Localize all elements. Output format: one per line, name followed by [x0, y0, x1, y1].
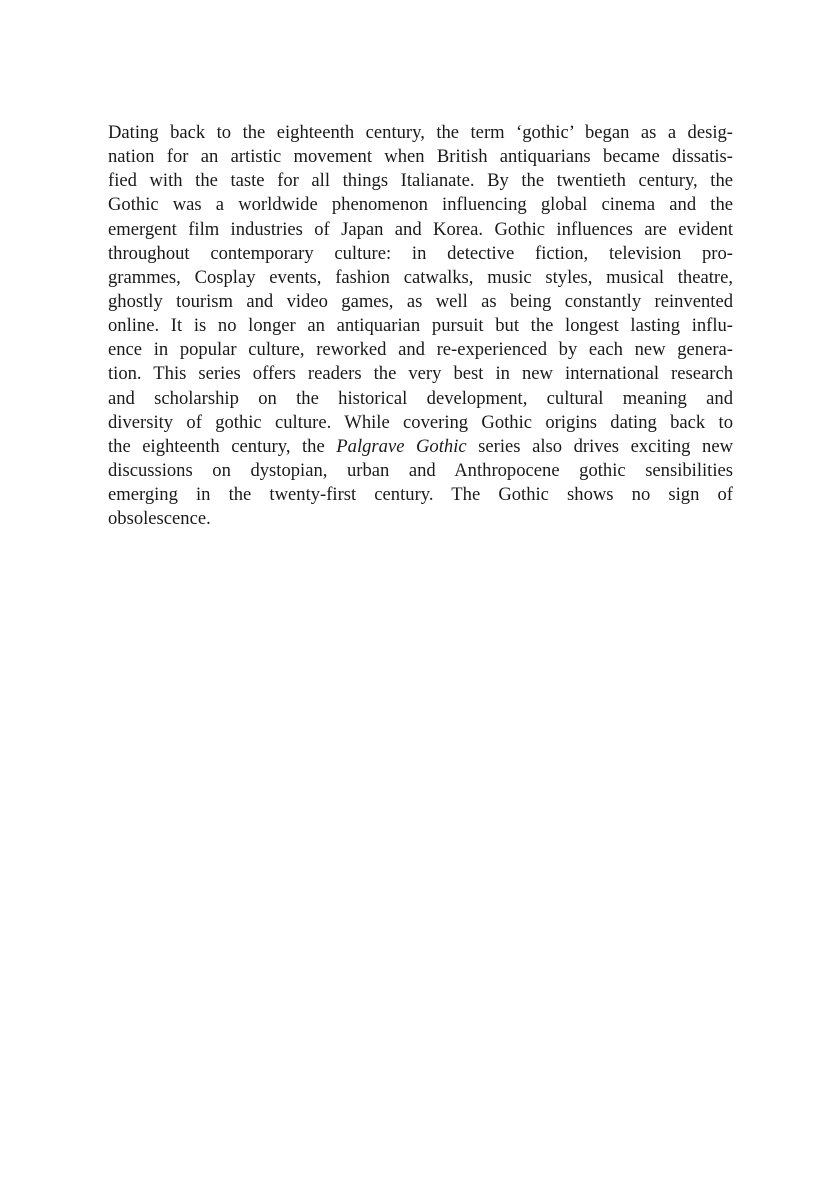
paragraph-line: online. It is no longer an antiquarian pursuit but the longest lasting influ- [108, 315, 733, 337]
paragraph-line: ghostly tourism and video games, as well as being constantly reinvented [108, 290, 733, 312]
paragraph-line: Dating back to the eighteenth century, the term ‘gothic’ began as a desig- [108, 122, 733, 143]
series-description-paragraph [108, 121, 733, 531]
paragraph-line: Gothic was a worldwide phenomenon influencing global cinema and the [108, 194, 733, 216]
line-text-before-series: the eighteenth century, the [108, 435, 337, 457]
paragraph-line: grammes, Cosplay events, fashion catwalks, music styles, musical theatre, [108, 266, 733, 288]
paragraph-line: fied with the taste for all things Italianate. By the twentieth century, the [108, 170, 733, 192]
paragraph-line: and scholarship on the historical development, cultural meaning and [108, 387, 733, 409]
paragraph-line: ence in popular culture, reworked and re-experienced by each new genera- [108, 339, 733, 361]
series-title: Palgrave Gothic [336, 435, 467, 457]
paragraph-line: nation for an artistic movement when British antiquarians became dissatis- [108, 146, 733, 168]
paragraph-line: tion. This series offers readers the very best in new international research [108, 363, 733, 385]
paragraph-line: emergent film industries of Japan and Korea. Gothic influences are evident [108, 218, 733, 240]
line-text-after-series: series also drives exciting new [466, 435, 733, 457]
paragraph-line: diversity of gothic culture. While covering Gothic origins dating back to [108, 411, 733, 433]
paragraph-line-last: obsolescence. [108, 508, 211, 530]
paragraph-line: throughout contemporary culture: in detective fiction, television pro- [108, 242, 733, 264]
paragraph-line: emerging in the twenty-first century. The Gothic shows no sign of [108, 484, 733, 506]
paragraph-line: discussions on dystopian, urban and Anthropocene gothic sensibilities [108, 459, 733, 481]
paragraph-line [108, 435, 733, 459]
